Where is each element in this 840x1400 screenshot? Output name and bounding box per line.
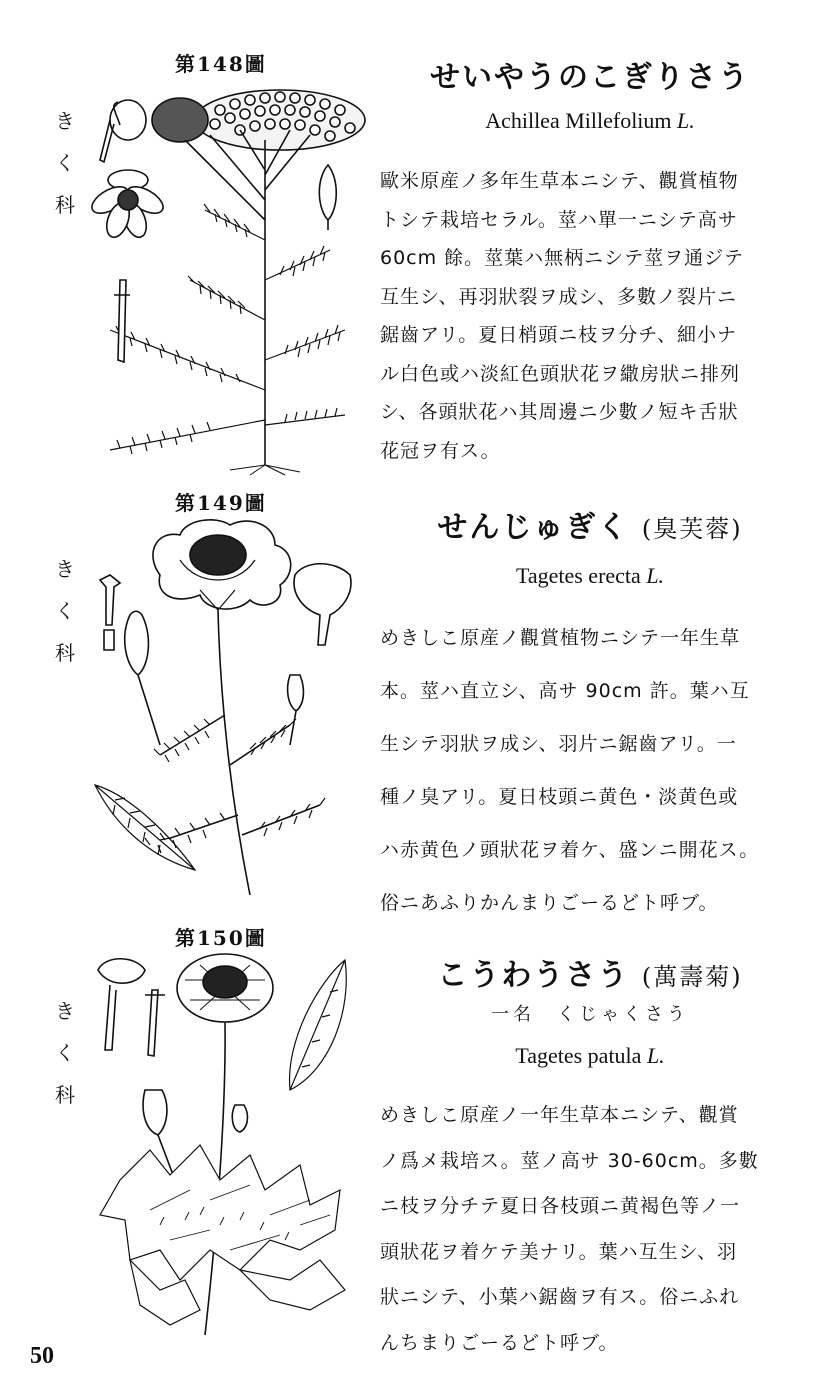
- title-kana: せいやうのこぎりさう: [430, 60, 750, 95]
- leaf-detail-icon: [290, 960, 347, 1090]
- title-kanji: (萬壽菊): [641, 963, 743, 991]
- family-label: き く 科: [55, 109, 75, 217]
- authority: L.: [646, 563, 665, 588]
- title-kanji: (臭芙蓉): [641, 515, 743, 543]
- authority: L.: [677, 108, 695, 133]
- flower-head-icon: [177, 954, 273, 1022]
- family-label: き く 科: [55, 999, 75, 1107]
- page-number: 50: [30, 1343, 54, 1369]
- scientific-name: Tagetes patula L.: [515, 1043, 665, 1068]
- marigold-patula-illustration: [90, 950, 380, 1340]
- figure-label: 第150圖: [175, 926, 267, 950]
- description: めきしこ原産ノ觀賞植物ニシテ一年生草 本。莖ハ直立シ、高サ 90cm 許。葉ハ互 生シテ羽狀ヲ成シ、羽片ニ鋸齒アリ。一 種ノ臭アリ。夏日枝頭ニ黄色・淡黄色或 ハ赤黄色ノ頭狀花ヲ着ケ、盛ンニ開花ス。 俗ニあふりかんまりごーるどト呼ブ。: [380, 627, 760, 914]
- description: 歐米原産ノ多年生草本ニシテ、觀賞植物 トシテ栽培セラル。莖ハ單一ニシテ高サ 60cm 餘。莖葉ハ無柄ニシテ莖ヲ通ジテ 互生シ、再羽狀裂ヲ成シ、多數ノ裂片ニ 鋸齒アリ。夏日梢頭ニ枝ヲ分チ、細小ナ ル白色或ハ淡紅色頭狀花ヲ繖房狀ニ排列 シ、各頭狀花ハ其周邊ニ少數ノ短キ舌狀 花冠ヲ有ス。: [380, 170, 745, 462]
- figure-label: 第148圖: [175, 52, 267, 76]
- japanese-name: [385, 950, 795, 994]
- family-label: き く 科: [55, 557, 75, 665]
- scientific-name: Tagetes erecta L.: [515, 563, 665, 588]
- leaf-icon: [100, 1145, 345, 1325]
- petal-detail-icon: [98, 959, 145, 1050]
- title-kana: こうわうさう: [437, 958, 630, 993]
- description: めきしこ原産ノ一年生草本ニシテ、觀賞 ノ爲メ栽培ス。莖ノ高サ 30-60cm。多數 ニ枝ヲ分チテ夏日各枝頭ニ黄褐色等ノ一 頭狀花ヲ着ケテ美ナリ。葉ハ互生シ、羽 狀ニシテ、小葉ハ鋸齒ヲ有ス。俗ニふれ んちまりごーるどト呼ブ。: [380, 1104, 759, 1354]
- title-kana: せんじゅぎく: [437, 510, 630, 545]
- scientific-name: Achillea Millefolium L.: [485, 108, 695, 133]
- stamen-detail-icon: [145, 990, 165, 1056]
- figure-label: 第149圖: [175, 491, 267, 515]
- authority: L.: [646, 1043, 665, 1068]
- alternate-name: 一名 くじゃくさう: [491, 1004, 689, 1025]
- bud-icon: [232, 1105, 247, 1132]
